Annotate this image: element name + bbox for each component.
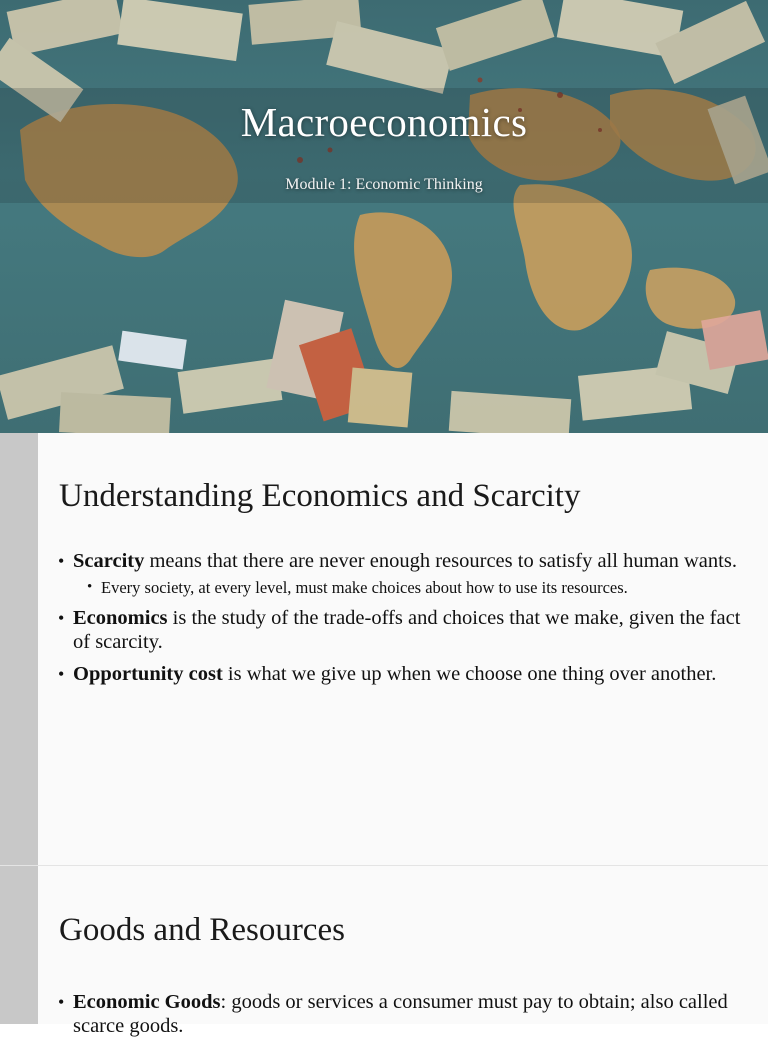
bullet-term: Economics: [73, 607, 168, 629]
slide-understanding-economics: [0, 433, 768, 866]
bullet-text: : goods or services a consumer must pay to obtain; also called scarce goods.: [73, 991, 728, 1037]
bullet-term: Economic Goods: [73, 991, 221, 1013]
bullet-term: Opportunity cost: [73, 663, 223, 685]
title-slide: [0, 0, 768, 433]
world-map-money-image: [0, 0, 768, 433]
bullet-list: [58, 549, 748, 694]
slide-accent-bar: [0, 866, 38, 1024]
bullet-list: [58, 990, 748, 1046]
bullet-economic-goods: [58, 990, 748, 1038]
bullet-text: means that there are never enough resources to satisfy all human wants.: [144, 550, 737, 572]
bullet-opportunity-cost: [58, 662, 748, 686]
slide-heading: Goods and Resources: [59, 912, 345, 948]
slide-subtitle: Module 1: Economic Thinking: [285, 176, 483, 193]
bullet-text: is what we give up when we choose one thing over another.: [222, 663, 717, 685]
sub-bullet-list: [73, 577, 748, 598]
slide-heading: Understanding Economics and Scarcity: [59, 478, 581, 514]
slide-goods-and-resources: [0, 866, 768, 1037]
sub-bullet: • Every society, at every level, must make choices about how to use its resources.: [73, 577, 748, 598]
bullet-text: is the study of the trade-offs and choices that we make, given the fact of scarcity.: [73, 607, 741, 653]
slide-accent-bar: [0, 433, 38, 865]
slide-title: Macroeconomics: [240, 99, 528, 145]
bullet-economics: [58, 606, 748, 654]
bullet-scarcity: [58, 549, 748, 598]
bullet-term: Scarcity: [73, 550, 145, 572]
